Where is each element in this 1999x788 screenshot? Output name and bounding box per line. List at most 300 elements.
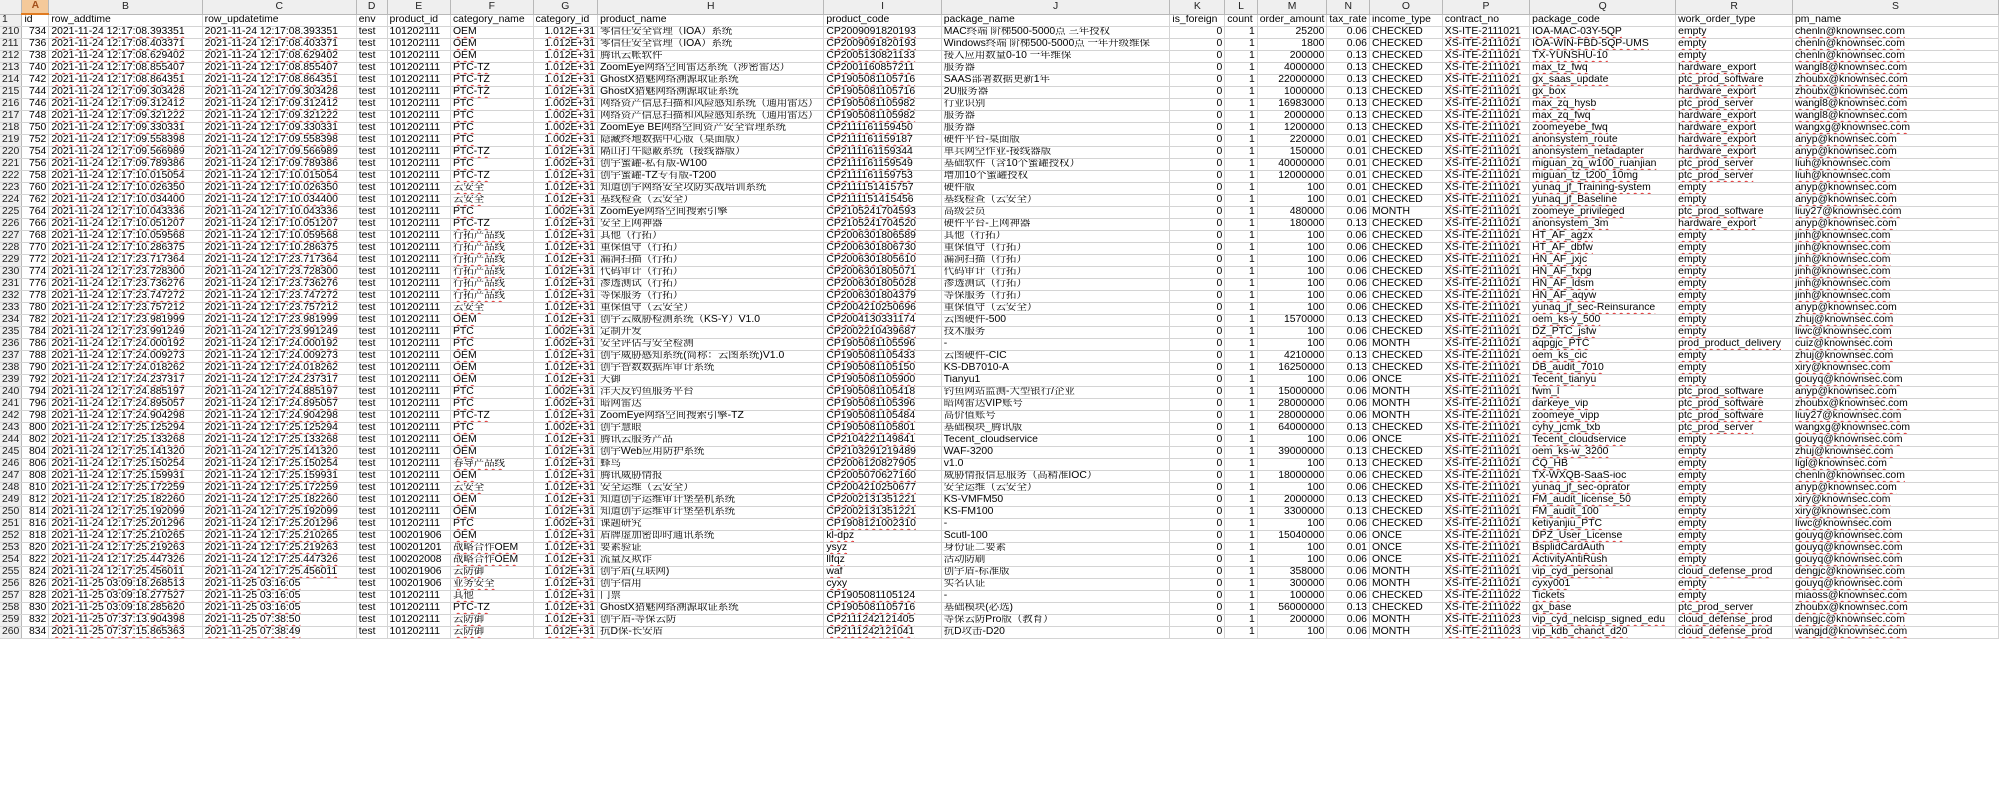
cell-product-id[interactable]: 100201906 [387,578,450,590]
column-header-c[interactable]: C [202,0,356,14]
cell-income-type[interactable]: CHECKED [1369,146,1442,158]
cell-contract-no[interactable]: XS-ITE-2111021 [1442,302,1529,314]
cell-env[interactable]: test [356,422,387,434]
cell-id[interactable]: 822 [22,554,49,566]
cell-contract-no[interactable]: XS-ITE-2111021 [1442,134,1529,146]
cell-package-name[interactable]: 实名认证 [941,578,1170,590]
cell-count[interactable]: 1 [1225,386,1257,398]
cell-product-id[interactable]: 101202111 [387,206,450,218]
cell-category-id[interactable]: 1.012E+31 [533,590,598,602]
cell-income-type[interactable]: CHECKED [1369,242,1442,254]
cell-product-code[interactable]: CP2111242121405 [824,614,941,626]
cell-category-name[interactable]: OEM [450,38,533,50]
cell-product-name[interactable]: 腾讯云服务产品 [598,434,824,446]
cell-count[interactable]: 1 [1225,242,1257,254]
cell-income-type[interactable]: CHECKED [1369,314,1442,326]
cell-category-id[interactable]: 1.012E+31 [533,362,598,374]
cell-row-updatetime[interactable]: 2021-11-24 12:17:23.991249 [202,326,356,338]
cell-package-code[interactable]: TX-WXQB-SaaS-ioc [1530,470,1676,482]
cell-count[interactable]: 1 [1225,350,1257,362]
row-number-header[interactable]: 252 [0,530,22,542]
cell-package-code[interactable]: vip_kdb_chanct_d20 [1530,626,1676,638]
cell-product-code[interactable]: CP2111161159344 [824,146,941,158]
row-number-header[interactable]: 214 [0,74,22,86]
row-number-header[interactable]: 237 [0,350,22,362]
cell-env[interactable]: test [356,362,387,374]
cell-row-addtime[interactable]: 2021-11-24 12:17:09.303428 [49,86,202,98]
cell-is-foreign[interactable]: 0 [1170,590,1225,602]
column-header-g[interactable]: G [533,0,598,14]
cell-product-code[interactable]: CP1905081105900 [824,374,941,386]
cell-row-updatetime[interactable]: 2021-11-24 12:17:08.393351 [202,26,356,38]
cell-row-addtime[interactable]: 2021-11-24 12:17:23.757212 [49,302,202,314]
cell-row-addtime[interactable]: 2021-11-24 12:17:10.026350 [49,182,202,194]
row-number-header[interactable]: 257 [0,590,22,602]
cell-tax-rate[interactable]: 0.06 [1327,530,1370,542]
cell-contract-no[interactable]: XS-ITE-2111021 [1442,578,1529,590]
cell-row-updatetime[interactable]: 2021-11-24 12:17:10.059568 [202,230,356,242]
cell-row-updatetime[interactable]: 2021-11-24 12:17:09.303428 [202,86,356,98]
cell-contract-no[interactable]: XS-ITE-2111021 [1442,446,1529,458]
cell-package-code[interactable]: cyxy001 [1530,578,1676,590]
cell-tax-rate[interactable]: 0.06 [1327,482,1370,494]
cell-pm-name[interactable]: gouyq@knownsec.com [1792,578,1998,590]
cell-category-name[interactable]: 云防御 [450,566,533,578]
cell-id[interactable]: 820 [22,542,49,554]
header-cell-product-id[interactable]: product_id [387,14,450,26]
cell-work-order-type[interactable]: hardware_export [1676,110,1793,122]
cell-category-name[interactable]: OEM [450,494,533,506]
cell-product-code[interactable]: CP2111161159187 [824,134,941,146]
cell-pm-name[interactable]: anyp@knownsec.com [1792,302,1998,314]
cell-id[interactable]: 782 [22,314,49,326]
cell-contract-no[interactable]: XS-ITE-2111021 [1442,386,1529,398]
cell-category-name[interactable]: PTC-TZ [450,410,533,422]
cell-tax-rate[interactable]: 0.06 [1327,434,1370,446]
cell-work-order-type[interactable]: empty [1676,446,1793,458]
cell-count[interactable]: 1 [1225,26,1257,38]
column-header-f[interactable]: F [450,0,533,14]
cell-id[interactable]: 772 [22,254,49,266]
cell-row-updatetime[interactable]: 2021-11-24 12:17:24.895057 [202,398,356,410]
cell-tax-rate[interactable]: 0.06 [1327,626,1370,638]
cell-row-updatetime[interactable]: 2021-11-24 12:17:08.855407 [202,62,356,74]
cell-product-name[interactable]: 门票 [598,590,824,602]
cell-package-code[interactable]: anonsystem_netadapter [1530,146,1676,158]
cell-id[interactable]: 740 [22,62,49,74]
cell-product-id[interactable]: 101202111 [387,314,450,326]
cell-order-amount[interactable]: 2000000 [1257,110,1327,122]
cell-category-id[interactable]: 1.012E+31 [533,170,598,182]
cell-category-id[interactable]: 1.002E+31 [533,98,598,110]
cell-pm-name[interactable]: zhuj@knownsec.com [1792,446,1998,458]
cell-contract-no[interactable]: XS-ITE-2111023 [1442,626,1529,638]
cell-row-addtime[interactable]: 2021-11-24 12:17:10.043336 [49,206,202,218]
cell-product-name[interactable]: 隐藏终地数据中心版（桌面版） [598,134,824,146]
cell-pm-name[interactable]: gouyq@knownsec.com [1792,554,1998,566]
cell-id[interactable]: 738 [22,50,49,62]
cell-tax-rate[interactable]: 0.06 [1327,242,1370,254]
cell-product-name[interactable]: ZoomEye网络空间雷达系统（涉密雷达） [598,62,824,74]
cell-contract-no[interactable]: XS-ITE-2111021 [1442,554,1529,566]
cell-income-type[interactable]: CHECKED [1369,26,1442,38]
header-cell-income-type[interactable]: income_type [1369,14,1442,26]
cell-tax-rate[interactable]: 0.06 [1327,374,1370,386]
cell-is-foreign[interactable]: 0 [1170,554,1225,566]
cell-contract-no[interactable]: XS-ITE-2111021 [1442,362,1529,374]
column-header-o[interactable]: O [1369,0,1442,14]
cell-contract-no[interactable]: XS-ITE-2111021 [1442,266,1529,278]
cell-income-type[interactable]: CHECKED [1369,182,1442,194]
cell-package-name[interactable]: 行业识别 [941,98,1170,110]
cell-product-code[interactable]: kl-dpz [824,530,941,542]
row-number-header[interactable]: 241 [0,398,22,410]
cell-count[interactable]: 1 [1225,518,1257,530]
cell-contract-no[interactable]: XS-ITE-2111021 [1442,290,1529,302]
cell-product-name[interactable]: 暗网雷达 [598,398,824,410]
cell-tax-rate[interactable]: 0.01 [1327,182,1370,194]
column-header-e[interactable]: E [387,0,450,14]
cell-product-id[interactable]: 101202111 [387,374,450,386]
cell-package-name[interactable]: 云图硬件-500 [941,314,1170,326]
cell-product-code[interactable]: CP2006120827905 [824,458,941,470]
cell-pm-name[interactable]: anyp@knownsec.com [1792,134,1998,146]
cell-contract-no[interactable]: XS-ITE-2111021 [1442,146,1529,158]
row-number-header[interactable]: 235 [0,326,22,338]
cell-work-order-type[interactable]: empty [1676,266,1793,278]
cell-product-code[interactable]: CP1905081105982 [824,98,941,110]
cell-is-foreign[interactable]: 0 [1170,50,1225,62]
cell-product-code[interactable]: CP1905081105484 [824,410,941,422]
cell-contract-no[interactable]: XS-ITE-2111021 [1442,338,1529,350]
cell-income-type[interactable]: CHECKED [1369,458,1442,470]
cell-category-name[interactable]: OEM [450,374,533,386]
cell-count[interactable]: 1 [1225,302,1257,314]
cell-product-id[interactable]: 101202111 [387,506,450,518]
row-number-header[interactable]: 1 [0,14,22,26]
cell-pm-name[interactable]: wangl8@knownsec.com [1792,110,1998,122]
cell-product-name[interactable]: ZoomEye BE网络空间资产安全管理系统 [598,122,824,134]
cell-row-addtime[interactable]: 2021-11-25 07:37:15.865363 [49,626,202,638]
cell-pm-name[interactable]: chenln@knownsec.com [1792,38,1998,50]
cell-env[interactable]: test [356,518,387,530]
cell-row-addtime[interactable]: 2021-11-24 12:17:25.159931 [49,470,202,482]
cell-work-order-type[interactable]: empty [1676,434,1793,446]
cell-row-updatetime[interactable]: 2021-11-24 12:17:09.789386 [202,158,356,170]
header-cell-count[interactable]: count [1225,14,1257,26]
cell-product-id[interactable]: 101202111 [387,326,450,338]
cell-count[interactable]: 1 [1225,110,1257,122]
cell-row-updatetime[interactable]: 2021-11-24 12:17:10.026350 [202,182,356,194]
cell-package-code[interactable]: oem_ks-y_500 [1530,314,1676,326]
row-number-header[interactable]: 217 [0,110,22,122]
cell-row-addtime[interactable]: 2021-11-24 12:17:24.000192 [49,338,202,350]
cell-order-amount[interactable]: 480000 [1257,206,1327,218]
cell-product-name[interactable]: 隔山打牛隐蔽系统（接线器版） [598,146,824,158]
cell-row-updatetime[interactable]: 2021-11-24 12:17:10.286375 [202,242,356,254]
row-number-header[interactable]: 220 [0,146,22,158]
cell-product-id[interactable]: 101202111 [387,230,450,242]
cell-category-id[interactable]: 1.012E+31 [533,542,598,554]
cell-env[interactable]: test [356,290,387,302]
cell-is-foreign[interactable]: 0 [1170,398,1225,410]
cell-product-code[interactable]: CP2009091820193 [824,38,941,50]
cell-pm-name[interactable]: zhoubx@knownsec.com [1792,398,1998,410]
cell-pm-name[interactable]: xiry@knownsec.com [1792,494,1998,506]
cell-product-name[interactable]: 腾讯威胁情报 [598,470,824,482]
cell-env[interactable]: test [356,590,387,602]
cell-package-name[interactable]: - [941,338,1170,350]
cell-category-name[interactable]: OEM [450,362,533,374]
cell-id[interactable]: 796 [22,398,49,410]
row-number-header[interactable]: 234 [0,314,22,326]
cell-product-id[interactable]: 101202111 [387,38,450,50]
cell-package-name[interactable]: 云图硬件-CIC [941,350,1170,362]
cell-row-updatetime[interactable]: 2021-11-24 12:17:25.182260 [202,494,356,506]
cell-work-order-type[interactable]: hardware_export [1676,86,1793,98]
cell-pm-name[interactable]: anyp@knownsec.com [1792,482,1998,494]
cell-count[interactable]: 1 [1225,62,1257,74]
cell-count[interactable]: 1 [1225,74,1257,86]
cell-row-updatetime[interactable]: 2021-11-24 12:17:09.330331 [202,122,356,134]
cell-package-name[interactable]: 渗透测试（行拓） [941,278,1170,290]
cell-id[interactable]: 774 [22,266,49,278]
cell-work-order-type[interactable]: empty [1676,26,1793,38]
cell-category-name[interactable]: PTC-TZ [450,146,533,158]
row-number-header[interactable]: 227 [0,230,22,242]
column-header-s[interactable]: S [1792,0,1998,14]
row-number-header[interactable]: 215 [0,86,22,98]
cell-order-amount[interactable]: 1000000 [1257,86,1327,98]
cell-row-updatetime[interactable]: 2021-11-24 12:17:25.125294 [202,422,356,434]
cell-category-name[interactable]: 行拓产品线 [450,254,533,266]
cell-package-code[interactable]: DB_audit_7010 [1530,362,1676,374]
cell-pm-name[interactable]: gouyq@knownsec.com [1792,542,1998,554]
cell-work-order-type[interactable]: empty [1676,326,1793,338]
cell-is-foreign[interactable]: 0 [1170,386,1225,398]
cell-tax-rate[interactable]: 0.06 [1327,410,1370,422]
cell-category-id[interactable]: 1.012E+31 [533,218,598,230]
cell-id[interactable]: 768 [22,230,49,242]
cell-package-name[interactable]: 重保值守（行拓） [941,242,1170,254]
cell-tax-rate[interactable]: 0.13 [1327,62,1370,74]
cell-is-foreign[interactable]: 0 [1170,422,1225,434]
cell-product-name[interactable]: ZoomEye网络空间搜索引擎-TZ [598,410,824,422]
cell-row-updatetime[interactable]: 2021-11-24 12:17:23.747272 [202,290,356,302]
cell-package-name[interactable]: WAF-3200 [941,446,1170,458]
cell-category-name[interactable]: PTC [450,122,533,134]
cell-row-updatetime[interactable]: 2021-11-24 12:17:24.885197 [202,386,356,398]
cell-row-addtime[interactable]: 2021-11-24 12:17:24.237317 [49,374,202,386]
cell-product-id[interactable]: 101202111 [387,290,450,302]
cell-product-name[interactable]: 盾牌虚加密即时通讯系统 [598,530,824,542]
cell-package-name[interactable]: Scutl-100 [941,530,1170,542]
cell-order-amount[interactable]: 180000 [1257,218,1327,230]
cell-row-addtime[interactable]: 2021-11-24 12:17:09.330331 [49,122,202,134]
cell-package-code[interactable]: yunaq_jf_sec-oprator [1530,482,1676,494]
cell-product-code[interactable]: CP2006301806730 [824,242,941,254]
cell-product-name[interactable]: 其他（行拓） [598,230,824,242]
cell-work-order-type[interactable]: empty [1676,482,1793,494]
header-cell-contract-no[interactable]: contract_no [1442,14,1529,26]
cell-row-updatetime[interactable]: 2021-11-24 12:17:25.192099 [202,506,356,518]
cell-product-name[interactable]: 抗D保-长安盾 [598,626,824,638]
row-number-header[interactable]: 233 [0,302,22,314]
cell-contract-no[interactable]: XS-ITE-2111023 [1442,614,1529,626]
cell-count[interactable]: 1 [1225,254,1257,266]
cell-category-name[interactable]: PTC-TZ [450,62,533,74]
row-number-header[interactable]: 246 [0,458,22,470]
cell-row-updatetime[interactable]: 2021-11-24 12:17:10.043336 [202,206,356,218]
cell-is-foreign[interactable]: 0 [1170,74,1225,86]
cell-is-foreign[interactable]: 0 [1170,482,1225,494]
cell-contract-no[interactable]: XS-ITE-2111021 [1442,158,1529,170]
row-number-header[interactable]: 242 [0,410,22,422]
cell-count[interactable]: 1 [1225,38,1257,50]
cell-package-name[interactable]: 身份证二要素 [941,542,1170,554]
cell-order-amount[interactable]: 150000 [1257,146,1327,158]
cell-package-code[interactable]: Tickets [1530,590,1676,602]
cell-package-code[interactable]: oem_ks-w_3200 [1530,446,1676,458]
cell-id[interactable]: 742 [22,74,49,86]
cell-product-name[interactable]: 安全评估与安全检测 [598,338,824,350]
cell-work-order-type[interactable]: empty [1676,518,1793,530]
cell-order-amount[interactable]: 100 [1257,230,1327,242]
cell-order-amount[interactable]: 100 [1257,338,1327,350]
cell-env[interactable]: test [356,62,387,74]
cell-pm-name[interactable]: dengjc@knownsec.com [1792,614,1998,626]
cell-is-foreign[interactable]: 0 [1170,542,1225,554]
cell-order-amount[interactable]: 25200 [1257,26,1327,38]
cell-product-code[interactable]: CP2103291219489 [824,446,941,458]
cell-product-name[interactable]: 安全上网神器 [598,218,824,230]
cell-category-id[interactable]: 1.012E+31 [533,62,598,74]
cell-package-code[interactable]: HN_AF_fxpg [1530,266,1676,278]
cell-product-name[interactable]: ZoomEye网络空间搜索引擎 [598,206,824,218]
cell-is-foreign[interactable]: 0 [1170,134,1225,146]
cell-id[interactable]: 770 [22,242,49,254]
cell-package-name[interactable]: MAC终端 阶梯500-5000点 三年授权 [941,26,1170,38]
cell-work-order-type[interactable]: empty [1676,314,1793,326]
cell-is-foreign[interactable]: 0 [1170,530,1225,542]
cell-work-order-type[interactable]: empty [1676,578,1793,590]
header-cell-env[interactable]: env [356,14,387,26]
cell-package-code[interactable]: IOA-WIN-FBD-5QP-UMS [1530,38,1676,50]
cell-category-name[interactable]: 行拓产品线 [450,278,533,290]
cell-category-name[interactable]: 云防御 [450,626,533,638]
cell-id[interactable]: 776 [22,278,49,290]
cell-product-code[interactable]: CP2002131351221 [824,494,941,506]
cell-contract-no[interactable]: XS-ITE-2111021 [1442,314,1529,326]
cell-package-code[interactable]: DPZ_User_License [1530,530,1676,542]
cell-category-name[interactable]: 行拓产品线 [450,242,533,254]
cell-package-code[interactable]: anonsystem_route [1530,134,1676,146]
cell-category-id[interactable]: 1.012E+31 [533,554,598,566]
cell-tax-rate[interactable]: 0.06 [1327,554,1370,566]
cell-order-amount[interactable]: 200000 [1257,614,1327,626]
cell-category-name[interactable]: OEM [450,506,533,518]
cell-income-type[interactable]: ONCE [1369,554,1442,566]
cell-id[interactable]: 806 [22,458,49,470]
cell-env[interactable]: test [356,554,387,566]
cell-env[interactable]: test [356,50,387,62]
cell-product-id[interactable]: 101202111 [387,74,450,86]
cell-tax-rate[interactable]: 0.13 [1327,218,1370,230]
cell-package-code[interactable]: vip_cyd_nelcisp_signed_edu [1530,614,1676,626]
cell-product-name[interactable]: 创宇蜜罐-私有版-W100 [598,158,824,170]
cell-count[interactable]: 1 [1225,278,1257,290]
cell-product-code[interactable]: llfqz [824,554,941,566]
cell-row-addtime[interactable]: 2021-11-24 12:17:25.219263 [49,542,202,554]
cell-product-id[interactable]: 101202111 [387,302,450,314]
column-header-j[interactable]: J [941,0,1170,14]
cell-package-code[interactable]: Tecent_cloudservice [1530,434,1676,446]
header-cell-row-addtime[interactable]: row_addtime [49,14,202,26]
cell-category-id[interactable]: 1.012E+31 [533,302,598,314]
cell-env[interactable]: test [356,158,387,170]
cell-income-type[interactable]: CHECKED [1369,74,1442,86]
cell-income-type[interactable]: CHECKED [1369,278,1442,290]
cell-order-amount[interactable]: 16250000 [1257,362,1327,374]
cell-tax-rate[interactable]: 0.06 [1327,578,1370,590]
cell-is-foreign[interactable]: 0 [1170,614,1225,626]
cell-order-amount[interactable]: 39000000 [1257,446,1327,458]
cell-income-type[interactable]: CHECKED [1369,266,1442,278]
cell-work-order-type[interactable]: empty [1676,230,1793,242]
cell-order-amount[interactable]: 200000 [1257,50,1327,62]
cell-product-code[interactable]: CP1905081105418 [824,386,941,398]
cell-id[interactable]: 812 [22,494,49,506]
cell-order-amount[interactable]: 100 [1257,242,1327,254]
cell-count[interactable]: 1 [1225,626,1257,638]
cell-pm-name[interactable]: gouyq@knownsec.com [1792,530,1998,542]
cell-pm-name[interactable]: wangjd@knownsec.com [1792,626,1998,638]
cell-work-order-type[interactable]: hardware_export [1676,122,1793,134]
cell-pm-name[interactable]: cuiz@knownsec.com [1792,338,1998,350]
cell-contract-no[interactable]: XS-ITE-2111021 [1442,110,1529,122]
cell-package-name[interactable]: KS-DB7010-A [941,362,1170,374]
cell-product-id[interactable]: 101202111 [387,494,450,506]
cell-income-type[interactable]: ONCE [1369,374,1442,386]
cell-contract-no[interactable]: XS-ITE-2111021 [1442,494,1529,506]
cell-pm-name[interactable]: anyp@knownsec.com [1792,146,1998,158]
cell-tax-rate[interactable]: 0.06 [1327,518,1370,530]
cell-is-foreign[interactable]: 0 [1170,626,1225,638]
cell-contract-no[interactable]: XS-ITE-2111021 [1442,518,1529,530]
cell-count[interactable]: 1 [1225,470,1257,482]
cell-work-order-type[interactable]: ptc_prod_software [1676,386,1793,398]
cell-income-type[interactable]: MONTH [1369,410,1442,422]
cell-env[interactable]: test [356,218,387,230]
cell-count[interactable]: 1 [1225,530,1257,542]
cell-order-amount[interactable]: 3300000 [1257,506,1327,518]
cell-package-name[interactable]: 重保值守（云安全） [941,302,1170,314]
cell-tax-rate[interactable]: 0.01 [1327,146,1370,158]
cell-is-foreign[interactable]: 0 [1170,578,1225,590]
cell-order-amount[interactable]: 15000000 [1257,386,1327,398]
cell-pm-name[interactable]: anyp@knownsec.com [1792,194,1998,206]
cell-category-name[interactable]: PTC [450,518,533,530]
cell-package-code[interactable]: zoomeyebe_fwq [1530,122,1676,134]
cell-is-foreign[interactable]: 0 [1170,410,1225,422]
cell-env[interactable]: test [356,122,387,134]
cell-category-name[interactable]: 战略合作OEM [450,542,533,554]
cell-contract-no[interactable]: XS-ITE-2111021 [1442,26,1529,38]
cell-income-type[interactable]: CHECKED [1369,218,1442,230]
column-header-l[interactable]: L [1225,0,1257,14]
cell-category-id[interactable]: 1.002E+31 [533,398,598,410]
column-header-i[interactable]: I [824,0,941,14]
